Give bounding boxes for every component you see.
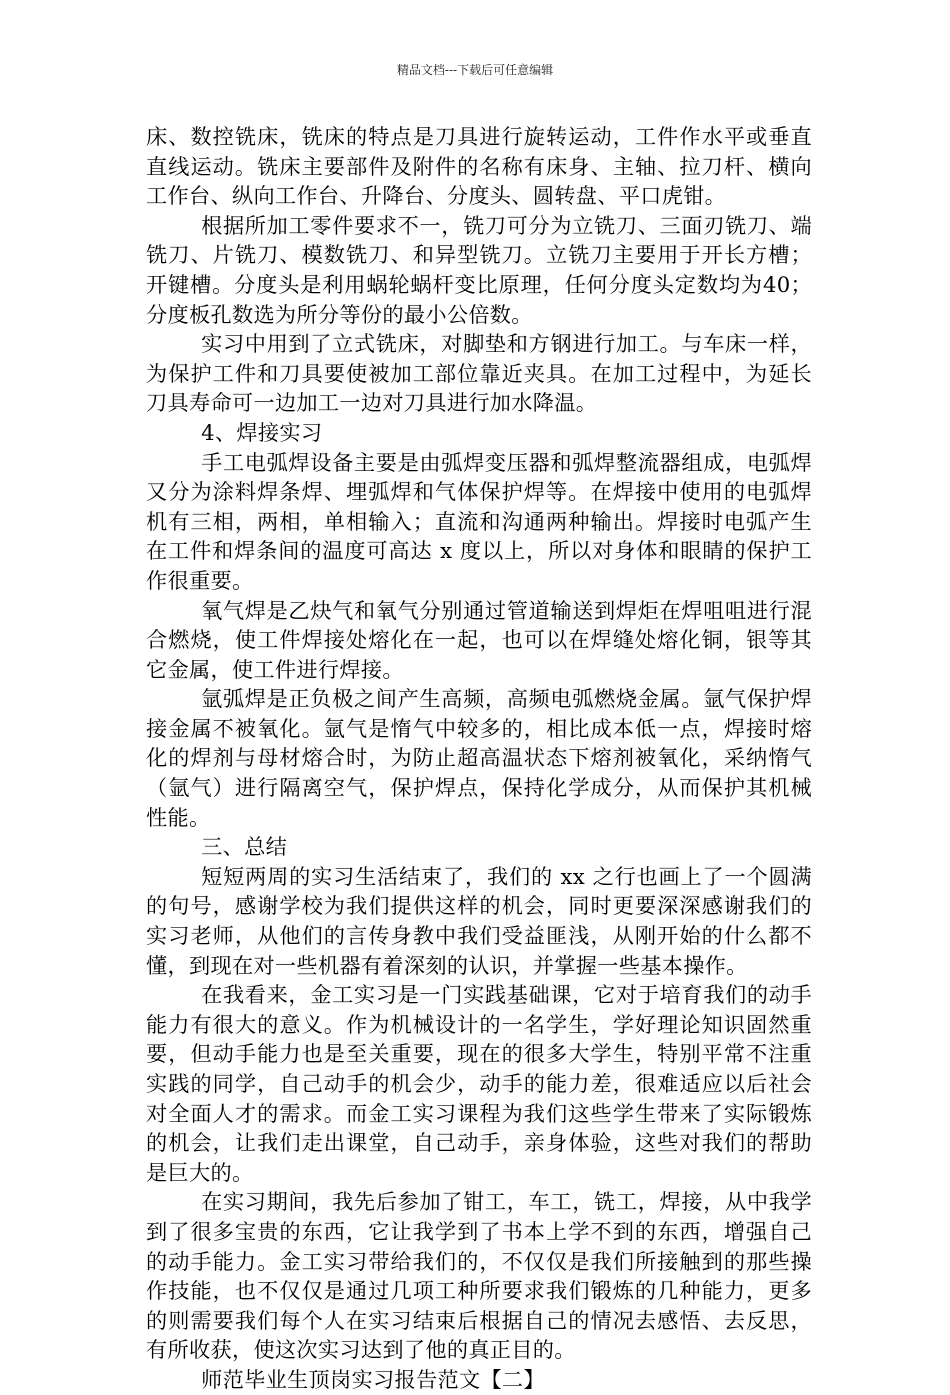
paragraph-milling-practice: 实习中用到了立式铣床，对脚垫和方钢进行加工。与车床一样，为保护工件和刀具要使被加工部位靠近夹具。在加工过程中，为延长刀具寿命可一边加工一边对刀具进行加水降温。 — [146, 331, 812, 416]
paragraph-summary-intro: 短短两周的实习生活结束了，我们的 xx 之行也画上了一个圆满的句号，感谢学校为我们提供这样的机会，同时更要深深感谢我们的实习老师，从他们的言传身教中我们受益匪浅，从刚开始的什么都不懂，到现在对一些机器有着深刻的认识，并掌握一些基本操作。 — [146, 863, 812, 978]
document-body — [146, 122, 812, 1395]
paragraph-milling-machine-intro: 床、数控铣床，铣床的特点是刀具进行旋转运动，工件作水平或垂直直线运动。铣床主要部件及附件的名称有床身、主轴、拉刀杆、横向工作台、纵向工作台、升降台、分度头、圆转盘、平口虎钳。 — [146, 124, 812, 209]
section-heading-summary: 三、总结 — [201, 834, 288, 860]
next-article-title: 师范毕业生顶岗实习报告范文【二】 — [201, 1366, 545, 1392]
page-header: 精品文档---下载后可任意编辑 — [396, 63, 554, 77]
paragraph-summary-gains: 在实习期间，我先后参加了钳工，车工，铣工，焊接，从中我学到了很多宝贵的东西，它让我学到了书本上学不到的东西，增强自己的动手能力。金工实习带给我们的，不仅仅是我们所接触到的那些操作技能，也不仅仅是通过几项工种所要求我们锻炼的几种能力，更多的则需要我们每个人在实习结束后根据自己的情况去感悟、去反思，有所收获，使这次实习达到了他的真正目的。 — [146, 1189, 812, 1363]
paragraph-argon-welding: 氩弧焊是正负极之间产生高频，高频电弧燃烧金属。氩气保护焊接金属不被氧化。氩气是惰气中较多的，相比成本低一点，焊接时熔化的焊剂与母材熔合时，为防止超高温状态下熔剂被氧化，采纳惰气（氩气）进行隔离空气，保护焊点，保持化学成分，从而保护其机械性能。 — [146, 686, 812, 830]
paragraph-summary-meaning: 在我看来，金工实习是一门实践基础课，它对于培育我们的动手能力有很大的意义。作为机械设计的一名学生，学好理论知识固然重要，但动手能力也是至关重要，现在的很多大学生，特别平常不注重实践的同学，自己动手的机会少，动手的能力差，很难适应以后社会对全面人才的需求。而金工实习课程为我们这些学生带来了实际锻炼的机会，让我们走出课堂，自己动手，亲身体验，这些对我们的帮助是巨大的。 — [146, 982, 812, 1185]
paragraph-milling-cutters: 根据所加工零件要求不一，铣刀可分为立铣刀、三面刃铣刀、端铣刀、片铣刀、模数铣刀、和异型铣刀。立铣刀主要用于开长方槽；开键槽。分度头是利用蜗轮蜗杆变比原理，任何分度头定数均为40；分度板孔数选为所分等份的最小公倍数。 — [146, 212, 812, 327]
section-heading-welding: 4、焊接实习 — [201, 419, 323, 445]
paragraph-oxygen-welding: 氧气焊是乙炔气和氧气分别通过管道输送到焊炬在焊咀咀进行混合燃烧，使工件焊接处熔化在一起，也可以在焊缝处熔化铜，银等其它金属，使工件进行焊接。 — [146, 597, 812, 682]
paragraph-arc-welding: 手工电弧焊设备主要是由弧焊变压器和弧焊整流器组成，电弧焊又分为涂料焊条焊、埋弧焊和气体保护焊等。在焊接中使用的电弧焊机有三相，两相，单相输入；直流和沟通两种输出。焊接时电弧产生在工件和焊条间的温度可高达 x 度以上，所以对身体和眼睛的保护工作很重要。 — [146, 449, 812, 593]
